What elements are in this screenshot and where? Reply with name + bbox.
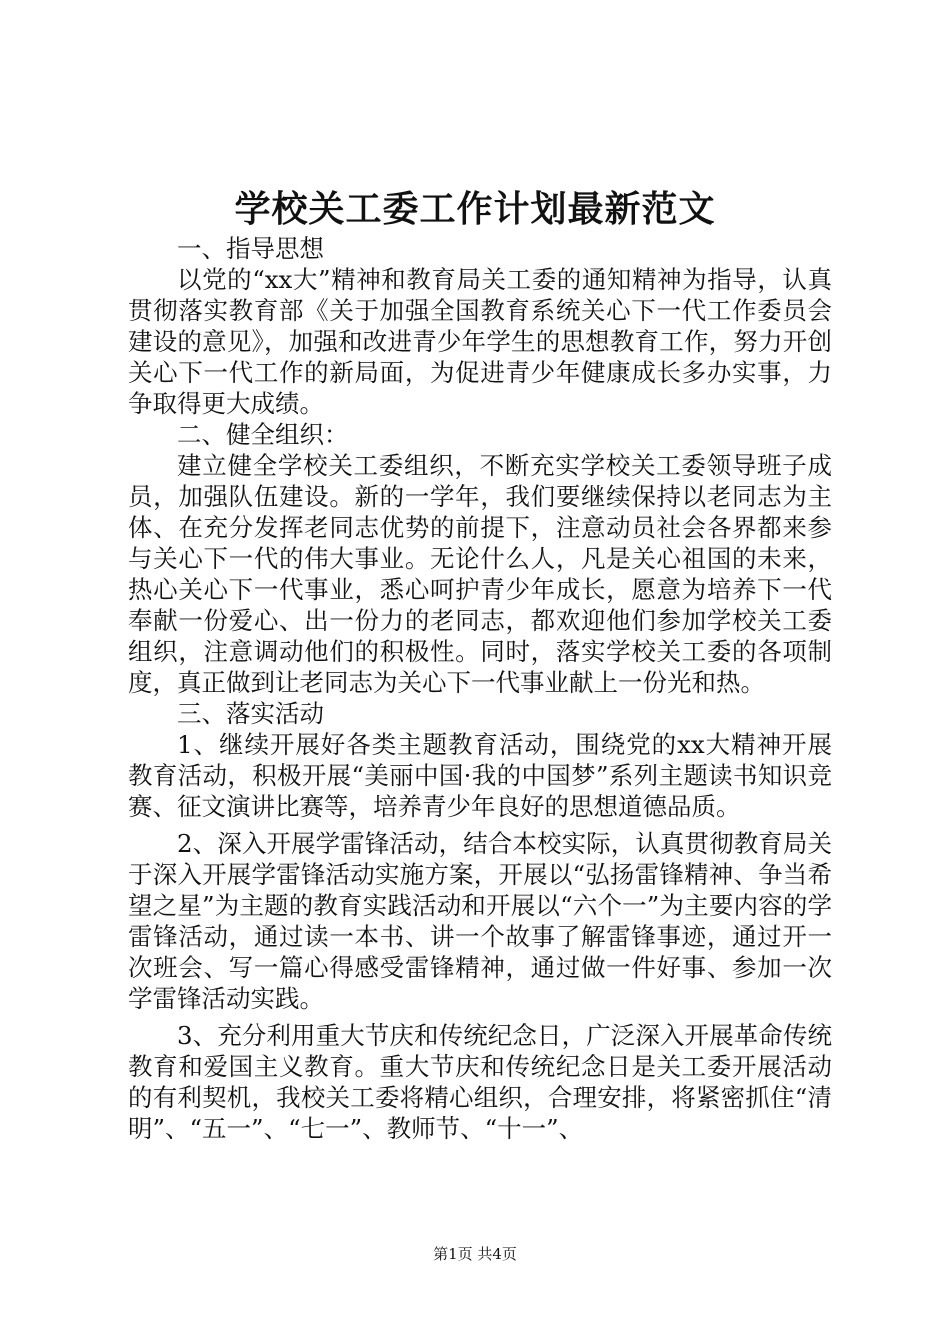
paragraph-guiding-ideology: 以党的“xx大”精神和教育局关工委的通知精神为指导，认真贯彻落实教育部《关于加强全国教育系统关心下一代工作委员会建设的意见》，加强和改进青少年学生的思想教育工作，努力开创关心下一代工作的新局面，为促进青少年健康成长多办实事，力争取得更大成绩。: [128, 265, 832, 418]
paragraph-organization: 建立健全学校关工委组织，不断充实学校关工委领导班子成员，加强队伍建设。新的一学年，我们要继续保持以老同志为主体、在充分发挥老同志优势的前提下，注意动员社会各界都来参与关心下一代的伟大事业。无论什么人，凡是关心祖国的未来，热心关心下一代事业，悉心呵护青少年成长，愿意为培养下一代奉献一份爱心、出一份力的老同志，都欢迎他们参加学校关工委组织，注意调动他们的积极性。同时，落实学校关工委的各项制度，真正做到让老同志为关心下一代事业献上一份光和热。: [128, 451, 832, 697]
paragraph-activity-2: 2、深入开展学雷锋活动，结合本校实际，认真贯彻教育局关于深入开展学雷锋活动实施方案，开展以“弘扬雷锋精神、争当希望之星”为主题的教育实践活动和开展以“六个一”为主要内容的学雷锋活动，通过读一本书、讲一个故事了解雷锋事迹，通过开一次班会、写一篇心得感受雷锋精神，通过做一件好事、参加一次学雷锋活动实践。: [128, 829, 832, 1013]
section-heading-guiding-ideology: 一、指导思想: [177, 234, 324, 263]
page-footer-indicator: 第1页 共4页: [433, 1245, 517, 1263]
document-title: 学校关工委工作计划最新范文: [234, 188, 716, 230]
section-heading-organization: 二、健全组织：: [177, 420, 349, 449]
document-body: [128, 233, 832, 1144]
paragraph-activity-3: 3、充分利用重大节庆和传统纪念日，广泛深入开展革命传统教育和爱国主义教育。重大节庆和传统纪念日是关工委开展活动的有利契机，我校关工委将精心组织，合理安排，将紧密抓住“清明”、“五一”、“七一”、教师节、“十一”、: [128, 1021, 832, 1143]
section-heading-activities: 三、落实活动: [177, 699, 324, 728]
paragraph-activity-1: 1、继续开展好各类主题教育活动，围绕党的xx大精神开展教育活动，积极开展“美丽中国·我的中国梦”系列主题读书知识竞赛、征文演讲比赛等，培养青少年良好的思想道德品质。: [128, 730, 832, 821]
